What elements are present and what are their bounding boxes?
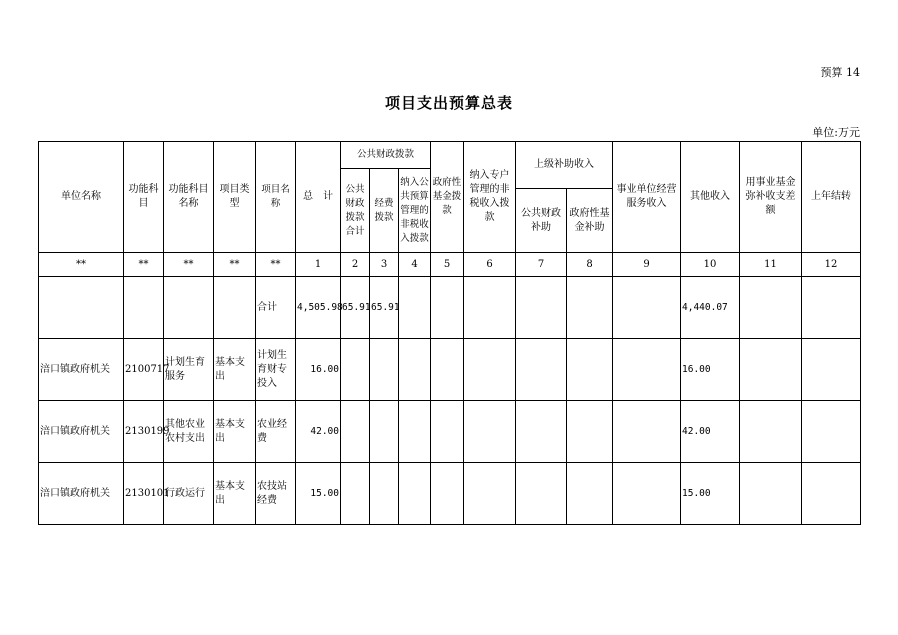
index-cell: 2 [341, 253, 370, 277]
cell-c3 [370, 339, 399, 401]
header-business-income: 事业单位经营服务收入 [613, 142, 681, 253]
cell-unit: 涪口镇政府机关 [39, 463, 124, 525]
cell-c4 [399, 401, 431, 463]
header-superior-gov-fund: 政府性基金补助 [567, 189, 613, 253]
unit-label: 单位:万元 [812, 126, 860, 139]
header-non-tax-special: 纳入专户管理的非税收入拨款 [464, 142, 516, 253]
cell-c8 [567, 463, 613, 525]
table-row [39, 339, 861, 401]
cell-type: 基本支出 [214, 463, 256, 525]
header-gov-fund: 政府性基金拨款 [431, 142, 464, 253]
index-cell: ** [164, 253, 214, 277]
header-superior-subsidy: 上级补助收入 [516, 142, 613, 189]
header-func-code: 功能科目 [124, 142, 164, 253]
index-cell: 11 [740, 253, 802, 277]
cell-c12 [802, 401, 861, 463]
cell-c12 [802, 339, 861, 401]
cell-total: 15.00 [296, 463, 341, 525]
index-cell: 6 [464, 253, 516, 277]
index-cell: 9 [613, 253, 681, 277]
cell-c8 [567, 401, 613, 463]
cell-c9 [613, 277, 681, 339]
cell-name: 合计 [256, 277, 296, 339]
table-row [39, 463, 861, 525]
index-cell: 5 [431, 253, 464, 277]
cell-total: 4,505.98 [296, 277, 341, 339]
cell-c3: 65.91 [370, 277, 399, 339]
cell-code [124, 277, 164, 339]
cell-c11 [740, 277, 802, 339]
cell-c11 [740, 339, 802, 401]
cell-c5 [431, 277, 464, 339]
index-cell: ** [39, 253, 124, 277]
header-fund-balance: 用事业基金弥补收支差额 [740, 142, 802, 253]
cell-c5 [431, 339, 464, 401]
header-unit-name: 单位名称 [39, 142, 124, 253]
cell-c2 [341, 463, 370, 525]
cell-c10: 16.00 [681, 339, 740, 401]
cell-name: 农业经费 [256, 401, 296, 463]
column-index-row [39, 253, 861, 277]
cell-c10: 42.00 [681, 401, 740, 463]
cell-func [164, 277, 214, 339]
index-cell: 1 [296, 253, 341, 277]
header-last-year: 上年结转 [802, 142, 861, 253]
cell-func: 计划生育服务 [164, 339, 214, 401]
header-public-finance-total: 公共财政拨款合计 [341, 169, 370, 253]
cell-c10: 15.00 [681, 463, 740, 525]
cell-c7 [516, 277, 567, 339]
index-cell: 3 [370, 253, 399, 277]
cell-code: 2100717 [124, 339, 164, 401]
cell-c9 [613, 401, 681, 463]
header-project-type: 项目类型 [214, 142, 256, 253]
cell-c2 [341, 401, 370, 463]
index-cell: ** [214, 253, 256, 277]
cell-type: 基本支出 [214, 401, 256, 463]
header-superior-public: 公共财政补助 [516, 189, 567, 253]
header-func-name: 功能科目名称 [164, 142, 214, 253]
cell-c7 [516, 463, 567, 525]
cell-c6 [464, 463, 516, 525]
cell-c8 [567, 339, 613, 401]
cell-c10: 4,440.07 [681, 277, 740, 339]
cell-c2: 65.91 [341, 277, 370, 339]
table-row [39, 401, 861, 463]
cell-c7 [516, 401, 567, 463]
header-expense-appropriation: 经费拨款 [370, 169, 399, 253]
cell-total: 42.00 [296, 401, 341, 463]
cell-unit: 涪口镇政府机关 [39, 401, 124, 463]
cell-c12 [802, 463, 861, 525]
cell-c9 [613, 463, 681, 525]
cell-c6 [464, 401, 516, 463]
budget-number-label: 预算 14 [820, 66, 860, 79]
cell-type [214, 277, 256, 339]
cell-unit: 涪口镇政府机关 [39, 339, 124, 401]
cell-c4 [399, 463, 431, 525]
index-cell: 8 [567, 253, 613, 277]
cell-func: 其他农业农村支出 [164, 401, 214, 463]
index-cell: 7 [516, 253, 567, 277]
cell-c12 [802, 277, 861, 339]
header-other-income: 其他收入 [681, 142, 740, 253]
cell-c6 [464, 339, 516, 401]
cell-unit [39, 277, 124, 339]
cell-c2 [341, 339, 370, 401]
cell-c11 [740, 463, 802, 525]
cell-code: 2130101 [124, 463, 164, 525]
cell-code: 2130199 [124, 401, 164, 463]
index-cell: 10 [681, 253, 740, 277]
index-cell: ** [256, 253, 296, 277]
cell-c9 [613, 339, 681, 401]
cell-c3 [370, 463, 399, 525]
cell-c4 [399, 277, 431, 339]
cell-total: 16.00 [296, 339, 341, 401]
cell-name: 农技站经费 [256, 463, 296, 525]
header-total: 总 计 [296, 142, 341, 253]
page-title: 项目支出预算总表 [384, 94, 513, 112]
cell-c8 [567, 277, 613, 339]
cell-c5 [431, 463, 464, 525]
index-cell: 4 [399, 253, 431, 277]
header-non-tax-in-budget: 纳入公共预算管理的非税收入拨款 [399, 169, 431, 253]
cell-func: 行政运行 [164, 463, 214, 525]
index-cell: ** [124, 253, 164, 277]
cell-c6 [464, 277, 516, 339]
project-expenditure-table [38, 141, 861, 525]
cell-c5 [431, 401, 464, 463]
cell-type: 基本支出 [214, 339, 256, 401]
cell-c11 [740, 401, 802, 463]
index-cell: 12 [802, 253, 861, 277]
cell-c3 [370, 401, 399, 463]
cell-c4 [399, 339, 431, 401]
header-project-name: 项目名称 [256, 142, 296, 253]
table-row-total [39, 277, 861, 339]
cell-name: 计划生育财专投入 [256, 339, 296, 401]
cell-c7 [516, 339, 567, 401]
header-public-finance: 公共财政拨款 [341, 142, 431, 169]
